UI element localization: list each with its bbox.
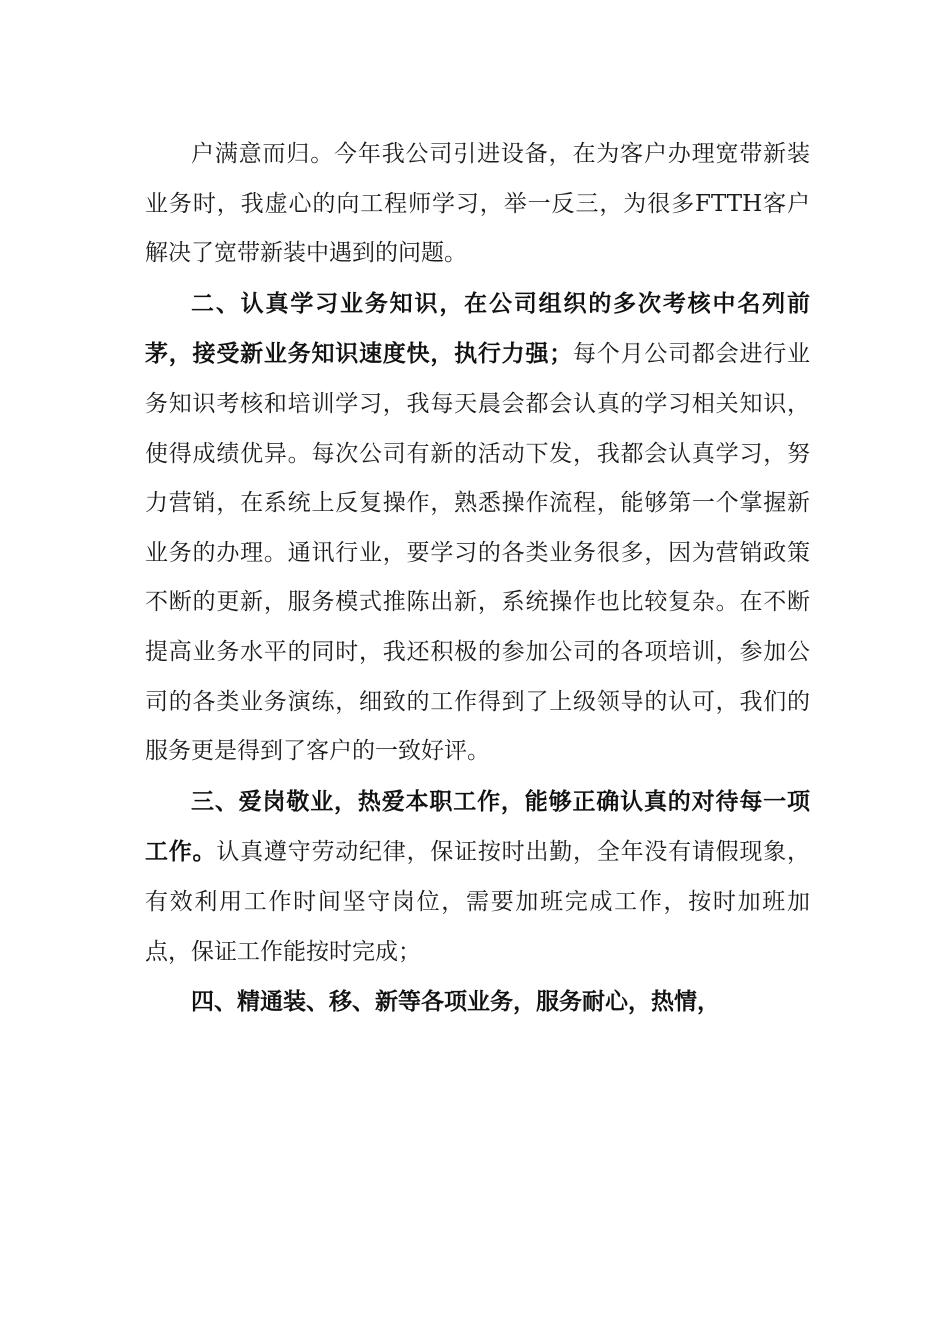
paragraph-2 <box>145 279 810 777</box>
paragraph-1-text: 户满意而归。今年我公司引进设备，在为客户办理宽带新装业务时，我虚心的向工程师学习，举一反三，为很多FTTH客户解决了宽带新装中遇到的问题。 <box>145 141 810 267</box>
paragraph-3-lead: 三、爱岗敬业，热爱本职工作，能够正确认真的对待每一项工作。 <box>145 787 810 866</box>
paragraph-1 <box>145 129 810 279</box>
document-body <box>145 129 810 1028</box>
paragraph-3 <box>145 777 810 977</box>
paragraph-2-text: 每个月公司都会进行业务知识考核和培训学习，我每天晨会都会认真的学习相关知识，使得成绩优异。每次公司有新的活动下发，我都会认真学习，努力营销，在系统上反复操作，熟悉操作流程，能够第一个掌握新业务的办理。通讯行业，要学习的各类业务很多，因为营销政策不断的更新，服务模式推陈出新，系统操作也比较复杂。在不断提高业务水平的同时，我还积极的参加公司的各项培训，参加公司的各类业务演练，细致的工作得到了上级领导的认可，我们的服务更是得到了客户的一致好评。 <box>145 341 811 765</box>
paragraph-4 <box>145 977 810 1028</box>
paragraph-4-lead: 四、精通装、移、新等各项业务，服务耐心，热情， <box>191 988 720 1016</box>
paragraph-2-lead: 二、认真学习业务知识，在公司组织的多次考核中名列前茅，接受新业务知识速度快，执行力强； <box>145 289 810 368</box>
paragraph-3-text: 认真遵守劳动纪律，保证按时出勤，全年没有请假现象，有效利用工作时间坚守岗位，需要加班完成工作，按时加班加点，保证工作能按时完成； <box>145 839 811 965</box>
